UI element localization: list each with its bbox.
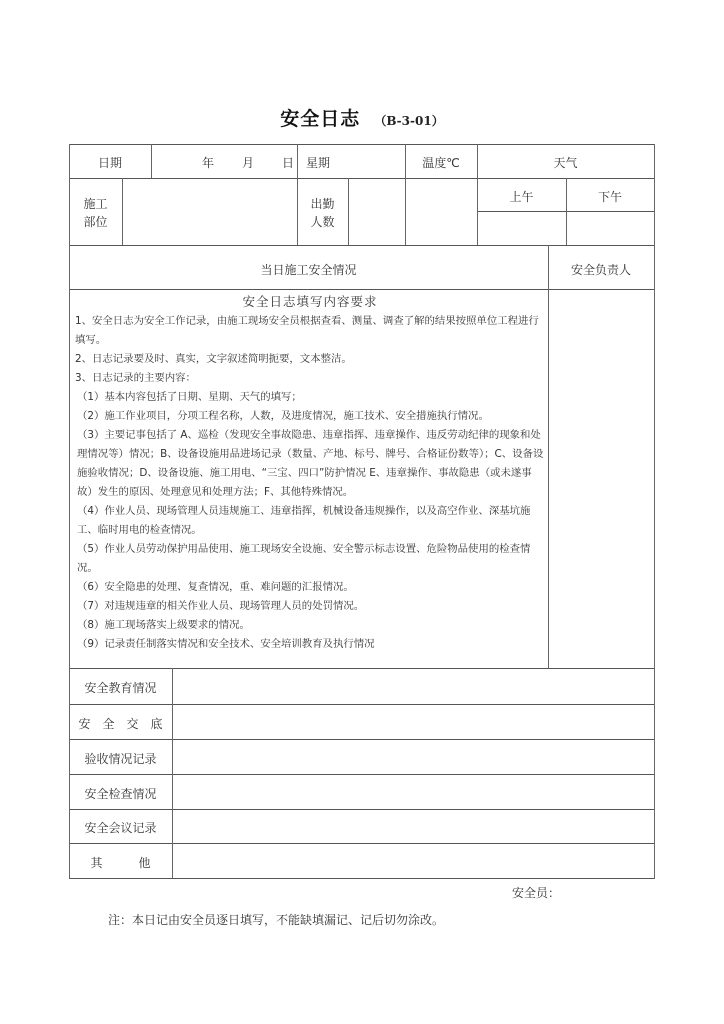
record-field-other[interactable] [173, 844, 654, 878]
safety-officer-label: 安全员： [512, 886, 561, 900]
record-label-other: 其 他 [90, 856, 151, 870]
construction-site-label-line2: 部位 [83, 215, 108, 229]
requirement-line: （3）主要记事包括了 A、巡检（发现安全事故隐患、违章指挥、违章操作、违反劳动纪律的现象和处理情况等）情况；B、设备设施用品进场记录（数量、产地、标号、牌号、合格证份数等）；C、设备设施验收情况；D、设备设施、施工用电、“三宝、四口”防护情况 E、违章操作、事故隐患（或未遂事故）发生的原因、处理意见和处理方法；F、其他特殊情况。 [77, 429, 544, 498]
temperature-field[interactable] [406, 179, 477, 245]
record-label-safety-meeting: 安全会议记录 [84, 821, 157, 835]
record-field-safety-meeting[interactable] [173, 810, 654, 843]
requirements-heading: 安全日志填写内容要求 [242, 294, 378, 309]
document-code: （B-3-01） [374, 114, 444, 128]
date-label: 日期 [97, 156, 122, 170]
morning-label: 上午 [509, 190, 534, 204]
document-title-block [0, 104, 724, 131]
afternoon-label: 下午 [597, 190, 622, 204]
attendance-label-line1: 出勤 [310, 197, 335, 211]
month-label: 月 [242, 156, 255, 170]
record-label-safety-education: 安全教育情况 [84, 681, 157, 695]
requirement-line: （4）作业人员、现场管理人员违规施工、违章指挥，机械设备违规操作，以及高空作业、深基坑施工、临时用电的检查情况。 [77, 505, 531, 536]
construction-site-label-line1: 施工 [83, 197, 108, 211]
requirement-line: 2、日志记录要及时、真实，文字叙述简明扼要，文本整洁。 [75, 353, 352, 365]
requirement-line: （1）基本内容包括了日期、星期、天气的填写； [77, 391, 302, 403]
document-title: 安全日志 [280, 108, 361, 130]
record-label-safety-briefing: 安 全 交 底 [78, 717, 163, 731]
requirement-line: （2）施工作业项目，分项工程名称，人数，及进度情况，施工技术、安全措施执行情况。 [77, 410, 489, 422]
day-label: 日 [282, 156, 295, 170]
requirement-line: （6）安全隐患的处理、复查情况，重、难问题的汇报情况。 [77, 581, 354, 593]
attendance-label-line2: 人数 [310, 215, 335, 229]
temperature-label: 温度℃ [422, 156, 460, 170]
record-field-safety-briefing[interactable] [173, 705, 654, 739]
requirement-line: （8）施工现场落实上级要求的情况。 [77, 619, 250, 631]
date-field[interactable] [152, 145, 297, 178]
record-label-acceptance: 验收情况记录 [84, 752, 157, 766]
safety-responsible-label: 安全负责人 [570, 263, 631, 277]
requirement-line: （7）对违规违章的相关作业人员、现场管理人员的处罚情况。 [77, 600, 365, 612]
weekday-label: 星期 [306, 156, 331, 170]
requirement-line: （9）记录责任制落实情况和安全技术、安全培训教育及执行情况 [77, 638, 375, 650]
afternoon-weather-field[interactable] [567, 212, 654, 245]
requirements-content[interactable] [75, 292, 545, 654]
footer-note: 注：本日记由安全员逐日填写，不能缺填漏记、记后切勿涂改。 [108, 913, 445, 927]
record-label-safety-inspection: 安全检查情况 [84, 787, 157, 801]
morning-weather-field[interactable] [478, 212, 566, 245]
attendance-field[interactable] [349, 179, 405, 245]
year-label: 年 [202, 156, 215, 170]
record-field-acceptance[interactable] [173, 740, 654, 774]
requirement-line: （5）作业人员劳动保护用品使用、施工现场安全设施、安全警示标志设置、危险物品使用的检查情况。 [77, 543, 531, 574]
table-border-left [69, 144, 70, 879]
safety-responsible-field[interactable] [549, 290, 654, 668]
weekday-field[interactable] [345, 145, 405, 178]
table-border-bottom [69, 878, 655, 879]
record-field-safety-inspection[interactable] [173, 775, 654, 809]
attendance-label [297, 195, 348, 231]
table-border-right [654, 144, 655, 879]
construction-site-field[interactable] [123, 179, 297, 245]
requirement-line: 3、日志记录的主要内容： [75, 372, 196, 384]
construction-site-label [69, 195, 122, 231]
row-divider [69, 245, 655, 246]
daily-safety-situation-label: 当日施工安全情况 [260, 263, 357, 277]
weather-label: 天气 [553, 156, 578, 170]
requirement-line: 1、安全日志为安全工作记录，由施工现场安全员根据查看、测量、调查了解的结果按照单位工程进行填写。 [75, 315, 539, 346]
record-field-safety-education[interactable] [173, 669, 654, 704]
